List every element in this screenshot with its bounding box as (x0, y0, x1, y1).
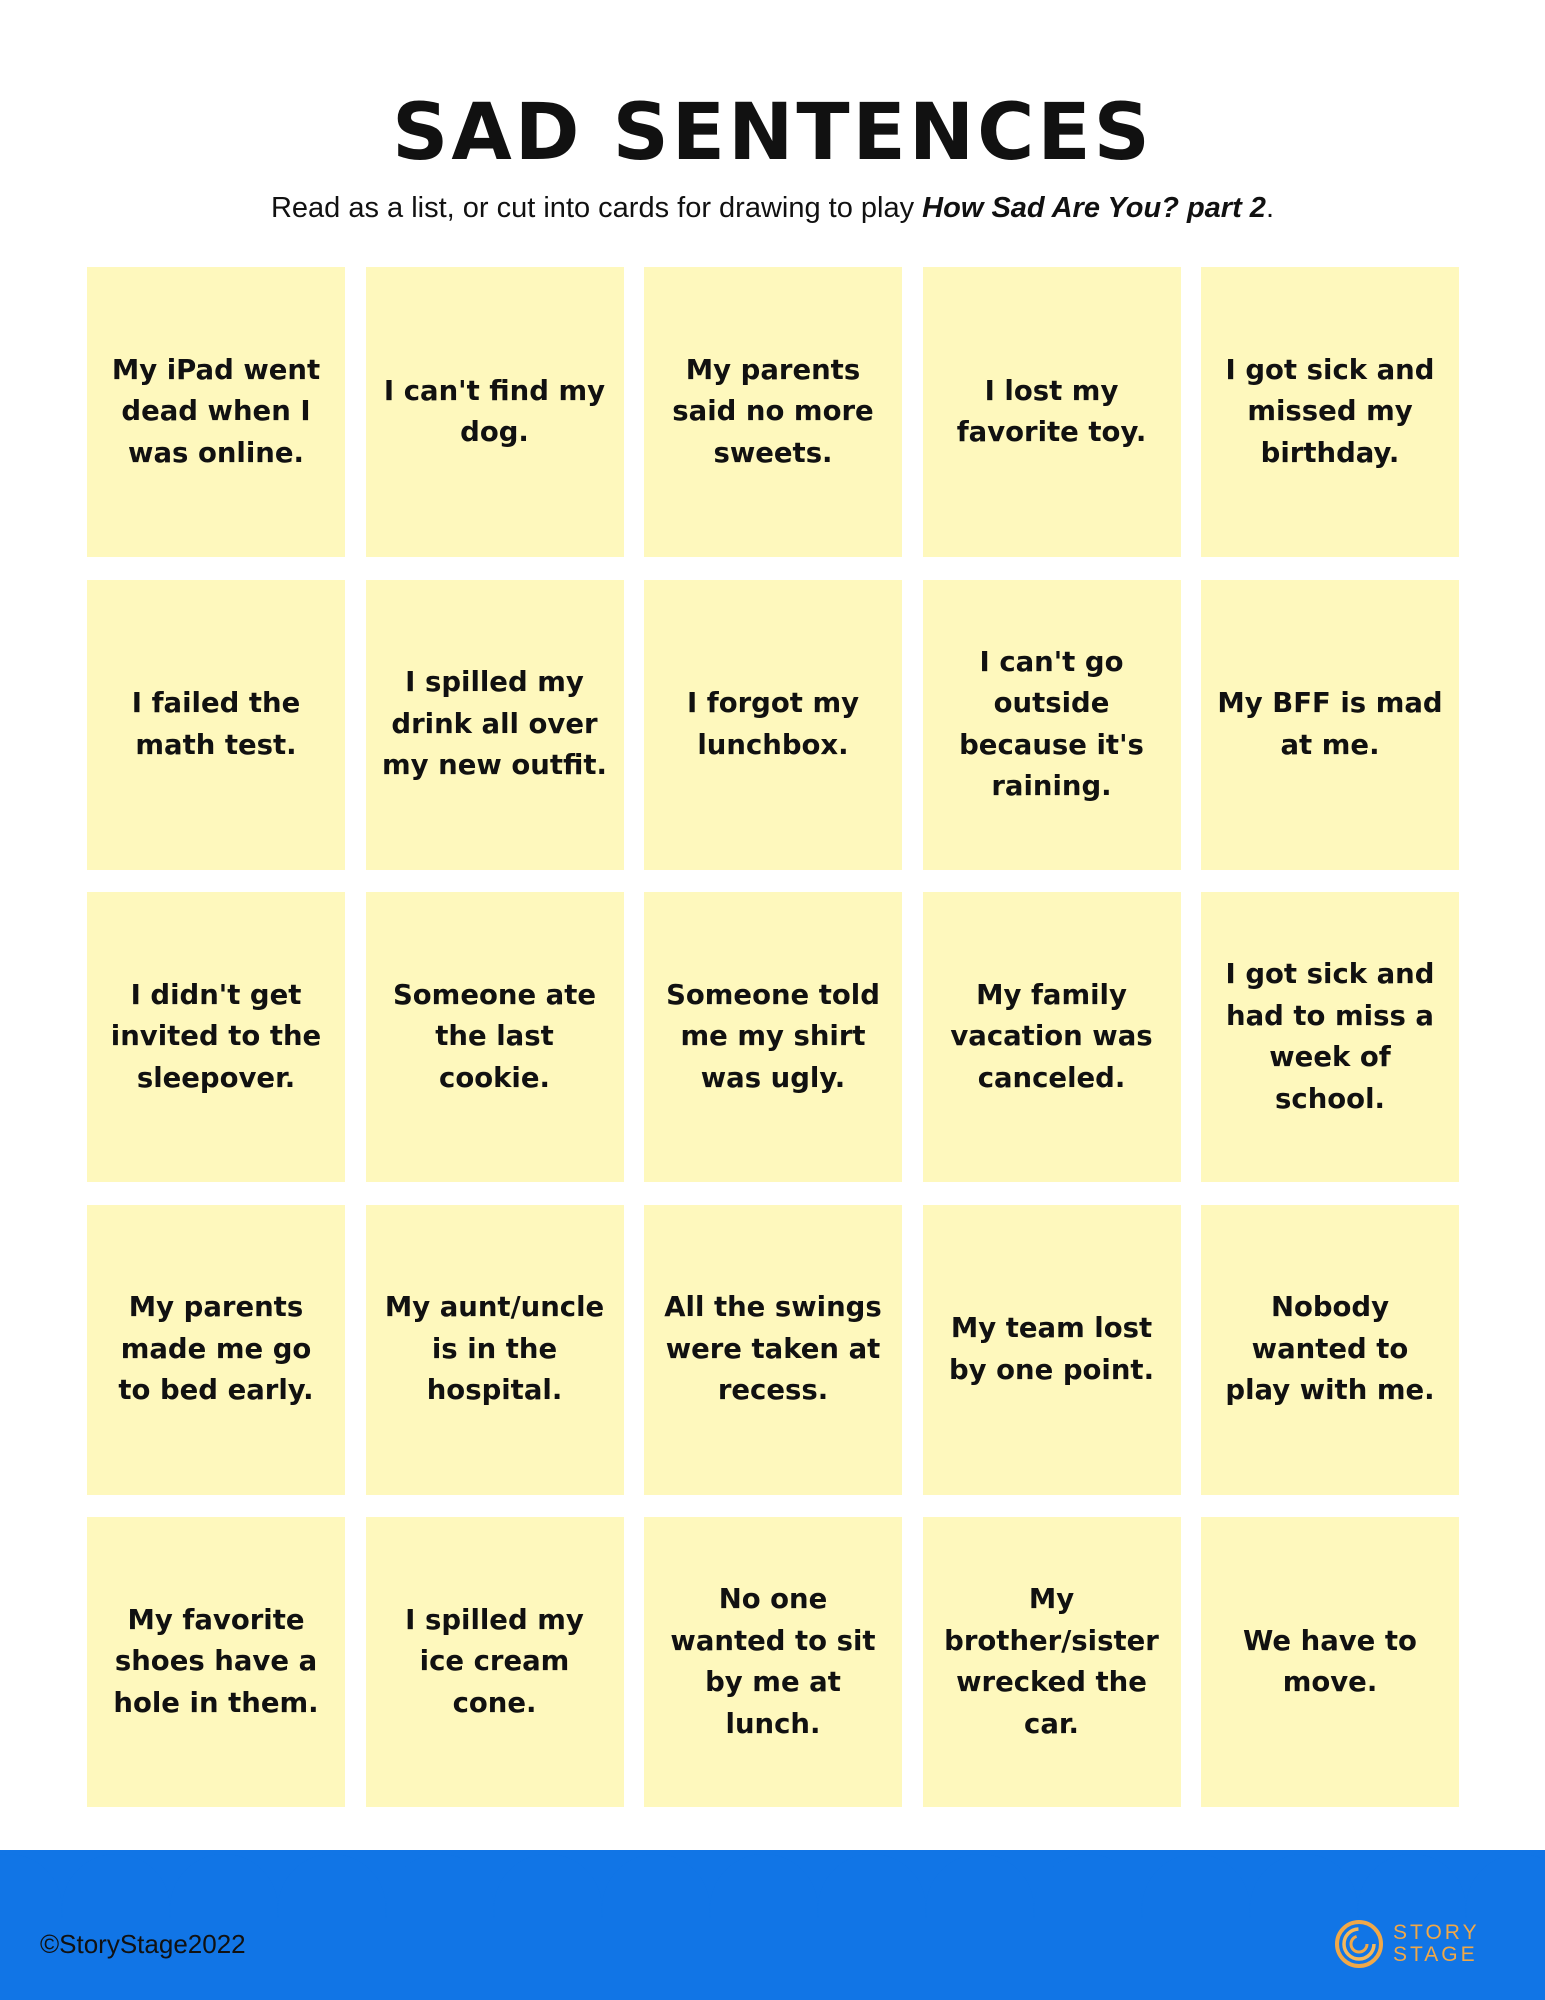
sentence-card[interactable] (923, 1517, 1181, 1807)
card-text: My iPad went dead when I was online. (111, 353, 321, 469)
sentence-card[interactable] (1201, 580, 1459, 870)
scallop-wave-border (0, 1848, 1545, 1918)
card-text: All the swings were taken at recess. (664, 1291, 882, 1407)
sentence-card[interactable] (1201, 1205, 1459, 1495)
card-text: I can't find my dog. (383, 374, 606, 448)
sentence-card[interactable] (87, 1517, 345, 1807)
sentence-card[interactable] (87, 1205, 345, 1495)
sentence-card-grid (87, 267, 1459, 1807)
sentence-card[interactable] (366, 580, 624, 870)
logo-spiral-icon (1333, 1918, 1385, 1970)
card-text: No one wanted to sit by me at lunch. (670, 1583, 876, 1740)
sentence-card[interactable] (366, 1517, 624, 1807)
sentence-card[interactable] (87, 267, 345, 557)
card-text: My family vacation was canceled. (950, 978, 1153, 1094)
sentence-card[interactable] (87, 580, 345, 870)
card-text: I got sick and missed my birthday. (1225, 353, 1435, 469)
card-text: My parents made me go to bed early. (118, 1291, 314, 1407)
subtitle-end: . (1265, 192, 1275, 224)
subtitle-text: Read as a list, or cut into cards for drawing to play (270, 192, 923, 224)
card-text: I failed the math test. (131, 687, 301, 761)
copyright-text: ©StoryStage2022 (40, 1929, 246, 1959)
card-text: I spilled my drink all over my new outfit. (382, 666, 607, 782)
page-title: SAD SENTENCES (392, 88, 1153, 178)
sentence-card[interactable] (644, 1205, 902, 1495)
sentence-card[interactable] (923, 892, 1181, 1182)
card-text: I forgot my lunchbox. (686, 687, 860, 761)
sentence-card[interactable] (644, 892, 902, 1182)
card-text: My parents said no more sweets. (672, 353, 874, 469)
sentence-card[interactable] (644, 267, 902, 557)
storystage-logo (1333, 1918, 1480, 1970)
card-text: Someone told me my shirt was ugly. (666, 978, 880, 1094)
card-text: I didn't get invited to the sleepover. (110, 978, 322, 1094)
card-text: My favorite shoes have a hole in them. (113, 1603, 319, 1719)
logo-text-stage: STAGE (1393, 1943, 1478, 1966)
sentence-card[interactable] (366, 267, 624, 557)
sentence-card[interactable] (366, 1205, 624, 1495)
sentence-card[interactable] (644, 1517, 902, 1807)
sentence-card[interactable] (87, 892, 345, 1182)
sentence-card[interactable] (923, 580, 1181, 870)
sentence-card[interactable] (1201, 892, 1459, 1182)
card-text: I lost my favorite toy. (956, 374, 1147, 448)
sentence-card[interactable] (1201, 1517, 1459, 1807)
logo-text-story: STORY (1393, 1921, 1480, 1944)
game-name: How Sad Are You? part 2 (922, 192, 1266, 224)
card-text: I can't go outside because it's raining. (959, 645, 1144, 802)
sentence-card[interactable] (1201, 267, 1459, 557)
card-text: Someone ate the last cookie. (392, 978, 597, 1094)
card-text: My team lost by one point. (948, 1312, 1155, 1386)
card-text: My aunt/uncle is in the hospital. (384, 1291, 605, 1407)
card-text: We have to move. (1243, 1624, 1417, 1698)
sentence-card[interactable] (644, 580, 902, 870)
page-subtitle (0, 188, 1545, 228)
sentence-card[interactable] (366, 892, 624, 1182)
sentence-card[interactable] (923, 1205, 1181, 1495)
sentence-card[interactable] (923, 267, 1181, 557)
card-text: My brother/sister wrecked the car. (944, 1583, 1159, 1740)
card-text: I spilled my ice cream cone. (405, 1603, 584, 1719)
card-text: I got sick and had to miss a week of school. (1225, 958, 1435, 1115)
card-text: My BFF is mad at me. (1217, 687, 1443, 761)
card-text: Nobody wanted to play with me. (1225, 1291, 1435, 1407)
